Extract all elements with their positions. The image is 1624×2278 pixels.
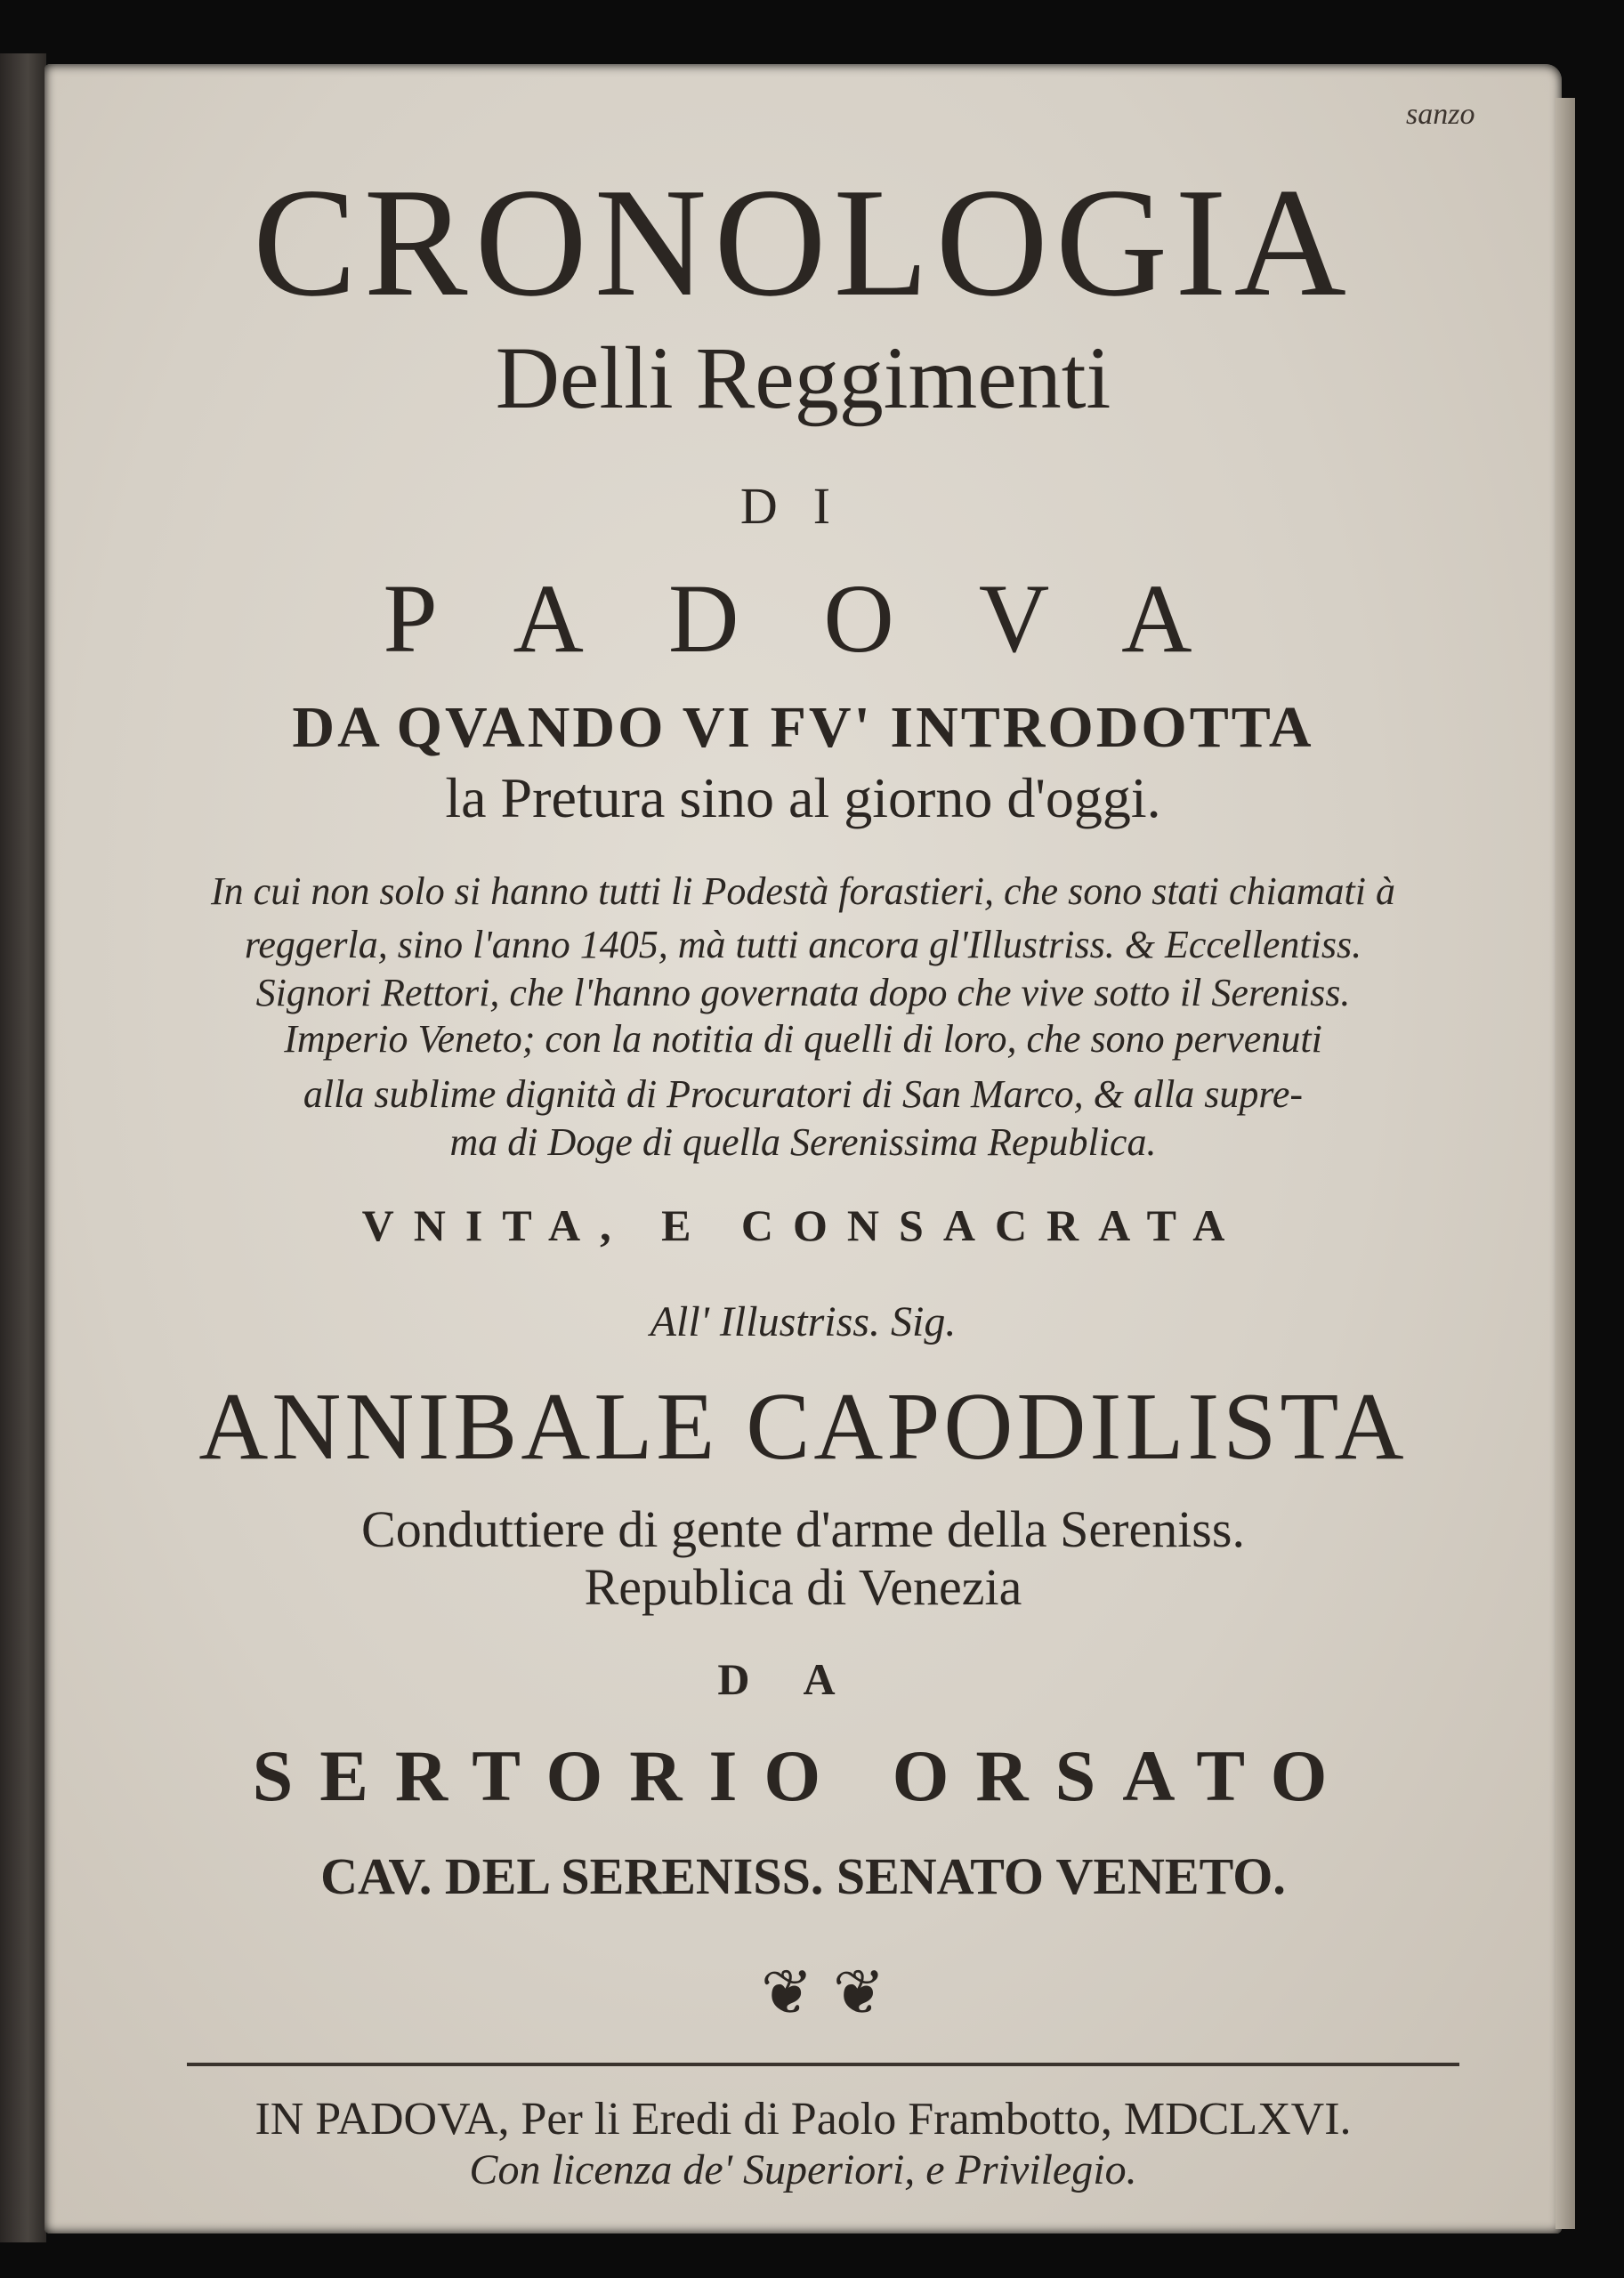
dedicatee: ANNIBALE CAPODILISTA <box>198 1374 1408 1480</box>
city: PADOVA <box>383 564 1277 673</box>
di-line: DI <box>739 477 867 535</box>
title: CRONOLOGIA <box>253 156 1353 328</box>
book-spine <box>0 53 46 2242</box>
by-line: DA <box>717 1654 889 1704</box>
dedication: VNITA, E CONSACRATA <box>361 1200 1245 1250</box>
dedication-to: All' Illustriss. Sig. <box>650 1298 957 1345</box>
license: Con licenza de' Superiori, e Privilegio. <box>469 2146 1137 2193</box>
da-quando-line: DA QVANDO VI FV' INTRODOTTA <box>292 695 1314 760</box>
handwritten-note: sanzo <box>1406 98 1475 131</box>
description-line: Signori Rettori, che l'hanno governata dopo che vive sotto il Sereniss. <box>255 971 1351 1014</box>
description-line: Imperio Veneto; con la notitia di quelli di loro, che sono pervenuti <box>284 1017 1322 1061</box>
divider-rule <box>187 2063 1459 2066</box>
imprint: IN PADOVA, Per li Eredi di Paolo Frambotto, MDCLXVI. <box>255 2094 1352 2145</box>
dedicatee-title-1: Conduttiere di gente d'arme della Sereniss. <box>361 1500 1245 1558</box>
description-line: ma di Doge di quella Serenissima Republica. <box>449 1120 1157 1164</box>
fleuron-ornament: ❦ ❦ <box>761 1956 885 2029</box>
author-title: CAV. DEL SERENISS. SENATO VENETO. <box>320 1847 1286 1905</box>
pretura-line: la Pretura sino al giorno d'oggi. <box>445 766 1161 829</box>
dedicatee-title-2: Republica di Venezia <box>584 1558 1022 1616</box>
author: SERTORIO ORSATO <box>252 1735 1354 1816</box>
description-line: alla sublime dignità di Procuratori di San Marco, & alla supre- <box>303 1072 1304 1116</box>
subtitle: Delli Reggimenti <box>495 328 1111 427</box>
description-line: In cui non solo si hanno tutti li Podestà forastieri, che sono stati chiamati à <box>211 869 1395 913</box>
description-line: reggerla, sino l'anno 1405, mà tutti ancora gl'Illustriss. & Eccellentiss. <box>244 923 1362 966</box>
